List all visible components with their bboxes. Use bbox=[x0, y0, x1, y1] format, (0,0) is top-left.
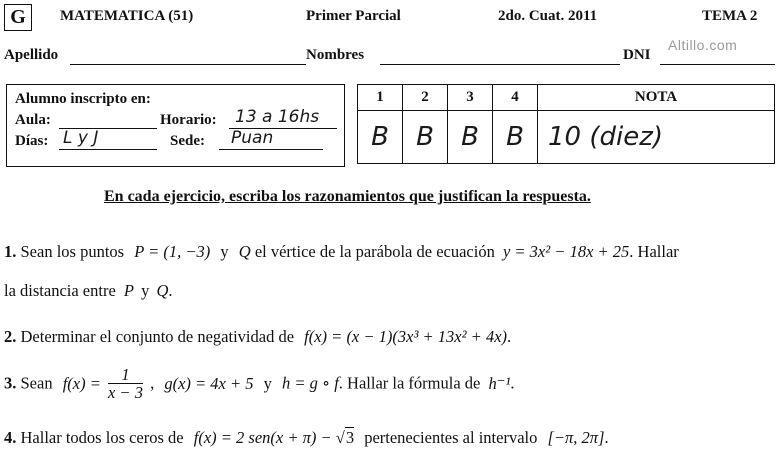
question-3-and: y bbox=[263, 373, 272, 393]
dias-field[interactable] bbox=[59, 128, 157, 150]
grade-header-3: 3 bbox=[448, 85, 493, 111]
question-3-g-expr: g(x) = 4x + 5 bbox=[164, 373, 254, 393]
question-1-q-var: Q bbox=[238, 242, 251, 261]
grade-value-4: B bbox=[493, 111, 538, 164]
aula-label: Aula: bbox=[15, 112, 51, 128]
aula-field[interactable] bbox=[59, 113, 157, 129]
question-1-text-2: el vértice de la parábola de ecuación bbox=[254, 242, 495, 261]
question-1-text-4: la distancia entre bbox=[4, 281, 116, 300]
question-4-sqrt-value: 3 bbox=[345, 428, 355, 447]
question-4-number: 4. bbox=[4, 428, 17, 447]
grade-value-2: B bbox=[403, 111, 448, 164]
question-1-equation: y = 3x² − 18x + 25 bbox=[502, 242, 630, 261]
question-3-h-expr: h = g ∘ f bbox=[281, 373, 339, 393]
question-3-h-inverse: h⁻¹ bbox=[488, 373, 511, 393]
grade-header-1: 1 bbox=[358, 85, 403, 111]
question-1-end: . bbox=[168, 281, 173, 300]
horario-value: 13 a 16hs bbox=[235, 107, 320, 127]
question-3-start: Sean bbox=[20, 373, 53, 393]
question-3 bbox=[4, 366, 515, 401]
question-4 bbox=[4, 428, 609, 448]
dias-label: Días: bbox=[15, 133, 49, 149]
enrollment-title: Alumno inscripto en: bbox=[15, 91, 151, 107]
sede-field[interactable] bbox=[219, 128, 323, 150]
question-1-p-expr: P = (1, −3) bbox=[134, 242, 211, 261]
grade-header-4: 4 bbox=[493, 85, 538, 111]
question-2-text: Determinar el conjunto de negatividad de bbox=[20, 327, 295, 346]
question-2 bbox=[4, 327, 511, 347]
grade-value-nota: 10 (diez) bbox=[538, 111, 775, 164]
question-2-number: 2. bbox=[4, 327, 17, 346]
instruction: En cada ejercicio, escriba los razonamientos que justifican la respuesta. bbox=[104, 188, 591, 205]
exam-type: Primer Parcial bbox=[306, 8, 401, 24]
question-1-line-1 bbox=[4, 242, 679, 262]
apellido-label: Apellido bbox=[4, 47, 59, 63]
question-1-text-3: . Hallar bbox=[629, 242, 679, 261]
enrollment-box bbox=[6, 84, 345, 167]
question-4-end: . bbox=[604, 428, 609, 447]
question-1-p-var: P bbox=[123, 281, 134, 300]
fraction-numerator: 1 bbox=[108, 366, 143, 384]
question-3-number: 3. bbox=[4, 373, 17, 393]
question-1-q-var-2: Q bbox=[156, 281, 169, 300]
grade-header-2: 2 bbox=[403, 85, 448, 111]
nombres-field[interactable] bbox=[380, 48, 620, 65]
grade-value-1: B bbox=[358, 111, 403, 164]
grade-table bbox=[357, 84, 775, 164]
sede-value: Puan bbox=[231, 128, 274, 148]
question-1-and: y bbox=[220, 242, 229, 261]
question-3-comma: , bbox=[150, 373, 155, 393]
question-4-text-2: pertenecientes al intervalo bbox=[364, 428, 538, 447]
grade-value-row bbox=[358, 111, 775, 164]
course-title: MATEMATICA (51) bbox=[60, 8, 194, 24]
dni-label: DNI bbox=[623, 47, 651, 63]
horario-label: Horario: bbox=[160, 112, 217, 128]
question-1-line-2 bbox=[4, 281, 173, 301]
dias-value: L y J bbox=[63, 128, 99, 148]
horario-field[interactable] bbox=[229, 107, 337, 129]
question-4-text: Hallar todos los ceros de bbox=[20, 428, 184, 447]
grade-value-3: B bbox=[448, 111, 493, 164]
exam-period: 2do. Cuat. 2011 bbox=[498, 8, 598, 24]
grade-header-nota: NOTA bbox=[538, 85, 775, 111]
nombres-label: Nombres bbox=[306, 47, 365, 63]
question-4-interval: [−π, 2π] bbox=[547, 428, 605, 447]
question-4-sqrt-symbol: √ bbox=[335, 428, 345, 447]
watermark: Altillo.com bbox=[668, 37, 738, 53]
grade-header-row bbox=[358, 85, 775, 111]
question-1-and-2: y bbox=[141, 281, 150, 300]
question-3-text: . Hallar la fórmula de bbox=[338, 373, 481, 393]
question-2-expression: f(x) = (x − 1)(3x³ + 13x² + 4x) bbox=[304, 327, 508, 346]
question-3-f-lhs: f(x) = bbox=[62, 373, 101, 393]
question-4-expression: f(x) = 2 sen(x + π) − bbox=[193, 428, 332, 447]
question-1-text: Sean los puntos bbox=[20, 242, 125, 261]
question-3-end: . bbox=[510, 373, 515, 393]
sede-label: Sede: bbox=[170, 133, 205, 149]
question-1-number: 1. bbox=[4, 242, 17, 261]
tema-label: TEMA 2 bbox=[702, 8, 758, 24]
question-3-fraction bbox=[108, 366, 143, 401]
question-2-end: . bbox=[507, 327, 512, 346]
apellido-field[interactable] bbox=[70, 48, 306, 65]
fraction-denominator: x − 3 bbox=[107, 383, 143, 402]
exam-letter-box: G bbox=[4, 4, 32, 31]
